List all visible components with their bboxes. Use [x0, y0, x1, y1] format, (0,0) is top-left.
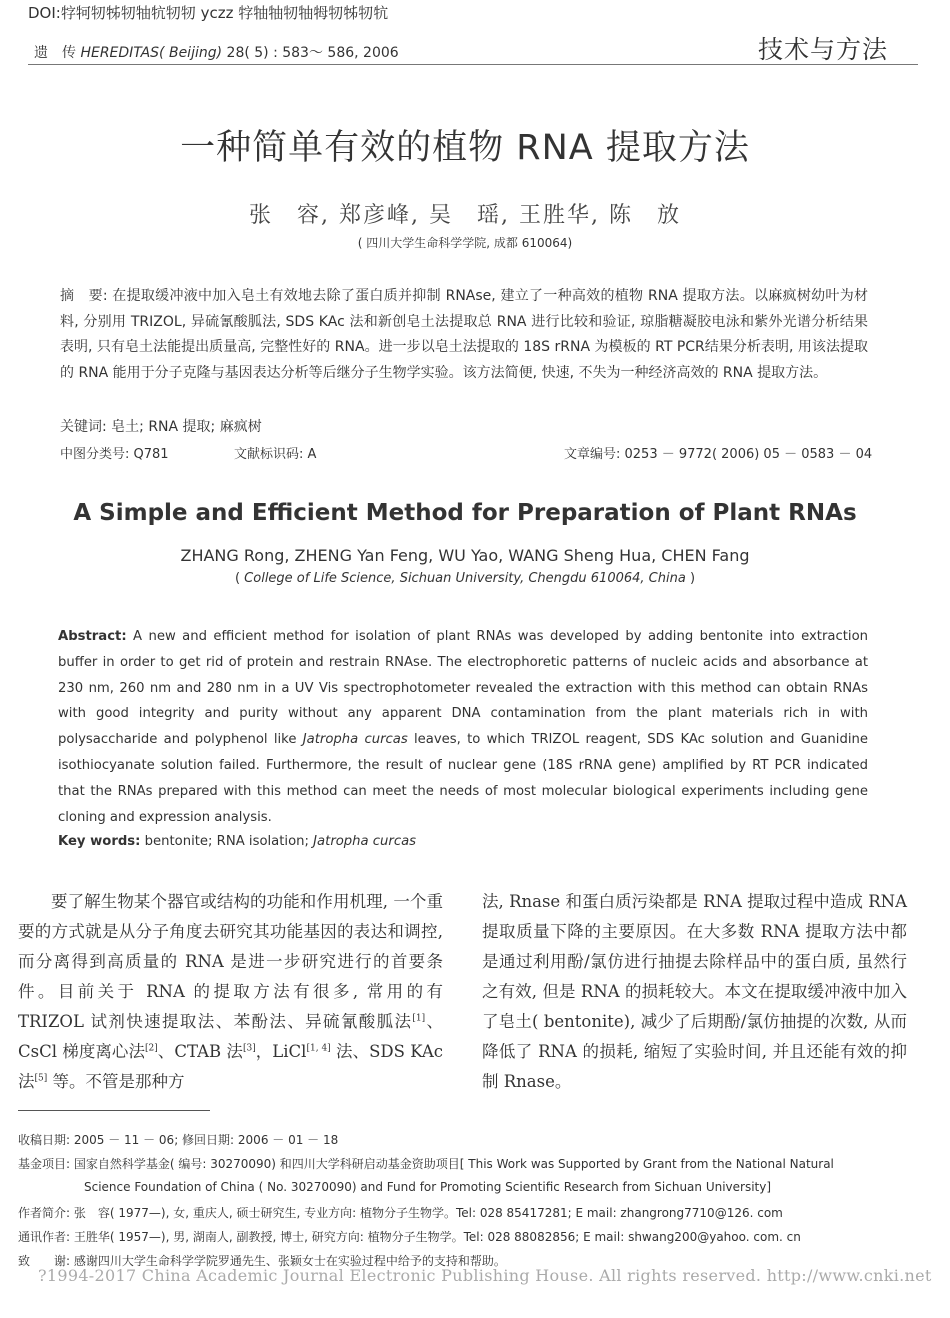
- affiliation-en: ( College of Life Science, Sichuan University, Chengdu 610064, China ): [234, 571, 696, 586]
- abstract-en-part2: leaves, to which TRIZOL reagent, SDS KAc solution and Guanidine isothiocyanate solution failed. Furthermore, the result of nuclear gene (18S rRNA gene) amplified by RT PCR indicated that the RNAs prepared with this method can meet the needs of most molecular biological experiments including gene cloning and expression analysis.: [58, 732, 868, 825]
- affiliation-cn: ( 四川大学生命科学学院, 成都 610064): [357, 236, 573, 250]
- title-en: A Simple and Efficient Method for Preparation of Plant RNAs: [73, 500, 857, 526]
- citation-ref: [1]: [412, 1013, 426, 1024]
- footnote-rule: [18, 1110, 210, 1111]
- document-code: 文献标识码: A: [234, 447, 317, 462]
- footnote-acknowledgement: 致 谢: 感谢四川大学生命科学学院罗通先生、张颖女士在实验过程中给予的支持和帮助。: [18, 1254, 506, 1268]
- abstract-en-part1: A new and efficient method for isolation of plant RNAs was developed by adding bentonite into extraction buffer in order to get rid of protein and restrain RNAse. The electrophoretic patterns of nucleic acids and absorbance at 230 nm, 260 nm and 280 nm in a UV Vis spectrophotometer revealed the extraction with this method can obtain RNAs with good integrity and purity without any apparent DNA contamination from the plant materials rich in with polysaccharide and polyphenol like: [58, 629, 868, 748]
- citation-ref: [1, 4]: [306, 1043, 331, 1054]
- copyright-footer: ?1994-2017 China Academic Journal Electronic Publishing House. All rights reserved. http://www.cnki.net: [38, 1266, 932, 1285]
- body-right-column: 法, Rnase 和蛋白质污染都是 RNA 提取过程中造成 RNA 提取质量下降的主要原因。在大多数 RNA 提取方法中都是通过利用酚/氯仿进行抽提去除样品中的蛋白质, 虽然行之有效, 但是 RNA 的损耗较大。本文在提取缓冲液中加入了皂土( bentonite), 减少了后期酚/氯仿抽提的次数, 从而降低了 RNA 的损耗, 缩短了实验时间, 并且还能有效的抑制 Rnase。: [482, 892, 907, 1091]
- keywords-en-label: Key words:: [58, 834, 141, 849]
- journal-city: ( Beijing): [159, 45, 223, 61]
- footnote-corresponding: 通讯作者: 王胜华( 1957—), 男, 湖南人, 副教授, 博士, 研究方向: 植物分子生物学。Tel: 028 88082856; E mail: shwang200@yahoo. com. cn: [18, 1230, 801, 1244]
- title-cn: 一种简单有效的植物 RNA 提取方法: [180, 128, 750, 168]
- citation-ref: [5]: [34, 1073, 48, 1084]
- abstract-en-label: Abstract:: [58, 629, 127, 644]
- footnote-author: 作者简介: 张 容( 1977—), 女, 重庆人, 硕士研究生, 专业方向: 植物分子生物学。Tel: 028 85417281; E mail: zhangrong7710@126. com: [18, 1206, 783, 1220]
- body-text: 法、SDS KAc 法: [18, 1042, 444, 1091]
- header-rule: [28, 64, 918, 65]
- citation-ref: [2]: [145, 1043, 158, 1054]
- section-label: 技术与方法: [757, 35, 888, 64]
- authors-cn: 张 容, 郑彦峰, 吴 瑶, 王胜华, 陈 放: [249, 203, 681, 228]
- article-number: 文章编号: 0253 － 9772( 2006) 05 － 0583 － 04: [564, 447, 873, 462]
- classification-number: 中图分类号: Q781: [60, 447, 169, 462]
- footnote-fund: 基金项目: 国家自然科学基金( 编号: 30270090) 和四川大学科研启动基金资助项目[ This Work was Supported by Grant from the National Natural: [18, 1157, 834, 1171]
- abstract-cn: 摘 要: 在提取缓冲液中加入皂土有效地去除了蛋白质并抑制 RNAse, 建立了一种高效的植物 RNA 提取方法。以麻疯树幼叶为材料, 分别用 TRIZOL, 异硫氰酸胍法, SDS KAc 法和新创皂土法提取总 RNA 进行比较和验证, 琼脂糖凝胶电泳和紫外光谱分析结果表明, 只有皂土法能提出质量高, 完整性好的 RNA。进一步以皂土法提取的 18S rRNA 为模板的 RT PCR结果分析表明, 用该法提取的 RNA 能用于分子克隆与基因表达分析等后继分子生物学实验。该方法简便, 快速, 不失为一种经济高效的 RNA 提取方法。: [60, 288, 868, 381]
- journal-cn: 遗 传: [34, 45, 76, 61]
- body-text: 要了解生物某个器官或结构的功能和作用机理, 一个重要的方式就是从分子角度去研究其功能基因的表达和调控, 而分离得到高质量的 RNA 是进一步研究进行的首要条件。目前关于 RNA 的提取方法有很多, 常用的有 TRIZOL 试剂快速提取法、苯酚法、异硫氰酸胍法: [18, 892, 443, 1031]
- citation-ref: [3]: [242, 1043, 256, 1054]
- journal-citation: 28( 5) : 583～ 586, 2006: [226, 45, 399, 61]
- body-text: 、CsCl 梯度离心法: [18, 1012, 444, 1061]
- keywords-en: [58, 834, 416, 849]
- affiliation-en-text: College of Life Science, Sichuan University, Chengdu 610064, China: [244, 571, 686, 586]
- body-text: 等。不管是那种方: [47, 1072, 185, 1091]
- authors-en: ZHANG Rong, ZHENG Yan Feng, WU Yao, WANG Sheng Hua, CHEN Fang: [180, 546, 750, 565]
- running-header: [34, 42, 399, 62]
- doi-line: DOI:牸牱牣牬牣牰牨牣牣 yczz 牸牰牰牣牰牳牣牬牣牨: [28, 4, 389, 22]
- journal-en: HEREDITAS: [80, 45, 160, 61]
- keywords-cn: 关键词: 皂土; RNA 提取; 麻疯树: [60, 419, 262, 435]
- abstract-en: [58, 624, 868, 830]
- keywords-en-species: Jatropha curcas: [313, 834, 417, 849]
- body-text: ，LiCl: [255, 1042, 307, 1061]
- body-text: 、CTAB 法: [157, 1042, 243, 1061]
- body-left-column: [18, 887, 443, 1097]
- keywords-en-text: bentonite; RNA isolation;: [144, 834, 309, 849]
- footnote-received: 收稿日期: 2005 － 11 － 06; 修回日期: 2006 － 01 － 18: [18, 1133, 339, 1147]
- abstract-en-species: Jatropha curcas: [302, 732, 408, 748]
- footnote-fund-cont: Science Foundation of China ( No. 30270090) and Fund for Promoting Scientific Research from Sichuan University]: [84, 1180, 772, 1194]
